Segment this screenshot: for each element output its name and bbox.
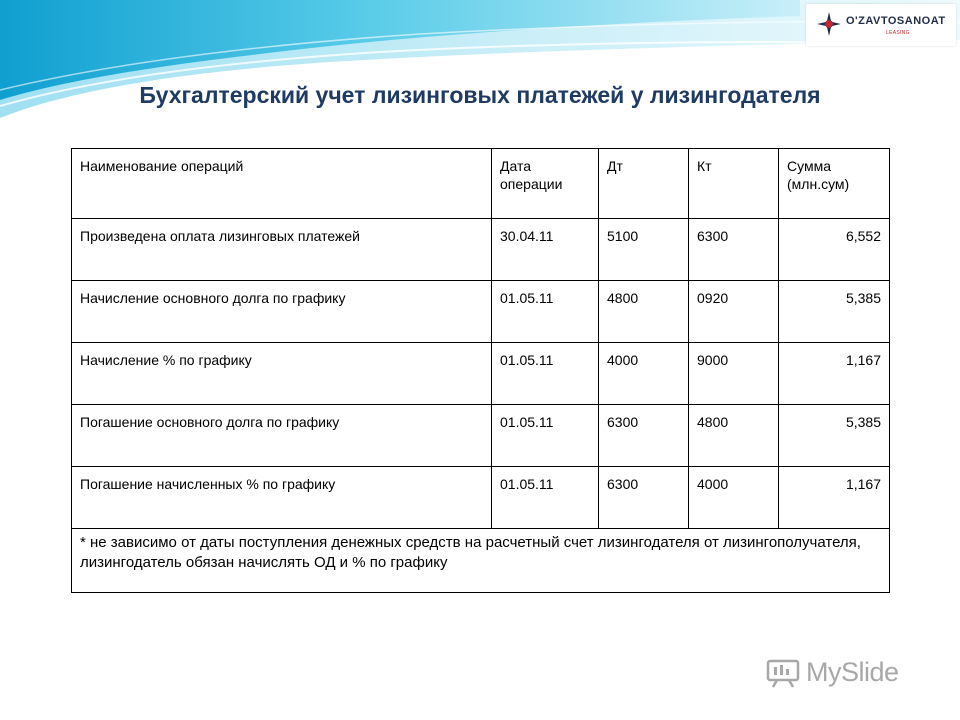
debit-account: 4800 [599, 281, 689, 343]
operation-sum: 1,167 [779, 343, 890, 405]
watermark-text: MySlide [806, 657, 899, 687]
debit-account: 5100 [599, 219, 689, 281]
table-row [72, 467, 890, 529]
credit-account: 4800 [689, 405, 779, 467]
table-row [72, 343, 890, 405]
operations-table [71, 148, 890, 593]
operation-date: 01.05.11 [492, 281, 599, 343]
presentation-board-icon [766, 658, 800, 688]
table-row [72, 219, 890, 281]
column-header: Наименование операций [72, 149, 492, 219]
operation-sum: 5,385 [779, 405, 890, 467]
company-logo-sub: LEASING [886, 30, 910, 36]
operation-sum: 6,552 [779, 219, 890, 281]
page-title: Бухгалтерский учет лизинговых платежей у лизингодателя [139, 82, 821, 108]
table-header-row [72, 149, 890, 219]
table-row [72, 405, 890, 467]
operation-sum: 5,385 [779, 281, 890, 343]
company-logo [806, 4, 956, 46]
operation-date: 01.05.11 [492, 343, 599, 405]
myslide-watermark [766, 655, 926, 691]
table-footnote: * не зависимо от даты поступления денежных средств на расчетный счет лизингодателя от лизингополучателя, лизингодатель обязан начислять ОД и % по графику [72, 529, 890, 593]
operation-date: 01.05.11 [492, 405, 599, 467]
debit-account: 6300 [599, 467, 689, 529]
operation-name: Погашение начисленных % по графику [72, 467, 492, 529]
company-logo-icon [816, 11, 842, 37]
credit-account: 4000 [689, 467, 779, 529]
table-note-row [72, 529, 890, 593]
operation-name: Начисление % по графику [72, 343, 492, 405]
operation-name: Начисление основного долга по графику [72, 281, 492, 343]
column-header: Дата операции [492, 149, 599, 219]
operation-name: Погашение основного долга по графику [72, 405, 492, 467]
table-row [72, 281, 890, 343]
operation-date: 01.05.11 [492, 467, 599, 529]
credit-account: 0920 [689, 281, 779, 343]
column-header: Кт [689, 149, 779, 219]
column-header: Сумма (млн.сум) [779, 149, 890, 219]
column-header: Дт [599, 149, 689, 219]
operation-name: Произведена оплата лизинговых платежей [72, 219, 492, 281]
operation-date: 30.04.11 [492, 219, 599, 281]
debit-account: 6300 [599, 405, 689, 467]
credit-account: 9000 [689, 343, 779, 405]
debit-account: 4000 [599, 343, 689, 405]
company-logo-name: O'ZAVTOSANOAT [846, 15, 946, 27]
operation-sum: 1,167 [779, 467, 890, 529]
credit-account: 6300 [689, 219, 779, 281]
